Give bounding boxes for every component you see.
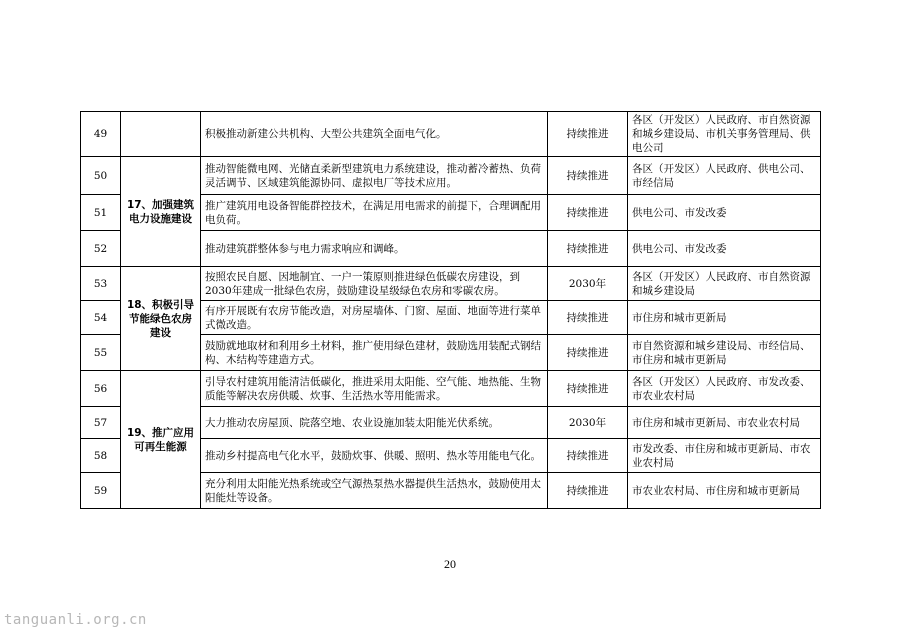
unit-cell: 供电公司、市发改委 (628, 231, 821, 267)
task-cell: 有序开展既有农房节能改造，对房屋墙体、门窗、屋面、地面等进行菜单式微改造。 (201, 301, 548, 335)
time-cell: 持续推进 (548, 439, 628, 473)
row-number: 50 (81, 157, 121, 195)
time-cell: 持续推进 (548, 301, 628, 335)
row-number: 54 (81, 301, 121, 335)
page-number: 20 (444, 557, 456, 571)
unit-cell: 市住房和城市更新局 (628, 301, 821, 335)
time-cell: 持续推进 (548, 195, 628, 231)
category-cell: 17、加强建筑电力设施建设 (121, 157, 201, 267)
row-number: 55 (81, 335, 121, 371)
category-cell-empty (121, 112, 201, 157)
time-cell: 持续推进 (548, 112, 628, 157)
unit-cell: 各区（开发区）人民政府、市自然资源和城乡建设局、市机关事务管理局、供电公司 (628, 112, 821, 157)
task-cell: 推动乡村提高电气化水平，鼓励炊事、供暖、照明、热水等用能电气化。 (201, 439, 548, 473)
time-cell: 持续推进 (548, 335, 628, 371)
task-cell: 推动智能微电网、光储直柔新型建筑电力系统建设，推动蓄冷蓄热、负荷灵活调节、区域建筑能源协同、虚拟电厂等技术应用。 (201, 157, 548, 195)
task-cell: 按照农民自愿、因地制宜、一户一策原则推进绿色低碳农房建设，到2030年建成一批绿色农房，鼓励建设星级绿色农房和零碳农房。 (201, 267, 548, 301)
time-cell: 2030年 (548, 407, 628, 439)
unit-cell: 市住房和城市更新局、市农业农村局 (628, 407, 821, 439)
category-cell: 18、积极引导节能绿色农房建设 (121, 267, 201, 371)
row-number: 59 (81, 473, 121, 509)
task-cell: 推广建筑用电设备智能群控技术，在满足用电需求的前提下，合理调配用电负荷。 (201, 195, 548, 231)
task-cell: 充分利用太阳能光热系统或空气源热泵热水器提供生活热水，鼓励使用太阳能灶等设备。 (201, 473, 548, 509)
table-row (81, 157, 821, 195)
time-cell: 持续推进 (548, 473, 628, 509)
task-cell: 积极推动新建公共机构、大型公共建筑全面电气化。 (201, 112, 548, 157)
watermark: tanguanli.org.cn (4, 612, 147, 628)
task-cell: 推动建筑群整体参与电力需求响应和调峰。 (201, 231, 548, 267)
unit-cell: 各区（开发区）人民政府、市发改委、市农业农村局 (628, 371, 821, 407)
time-cell: 2030年 (548, 267, 628, 301)
time-cell: 持续推进 (548, 231, 628, 267)
row-number: 57 (81, 407, 121, 439)
measures-table (80, 111, 821, 509)
unit-cell: 市自然资源和城乡建设局、市经信局、市住房和城市更新局 (628, 335, 821, 371)
task-cell: 引导农村建筑用能清洁低碳化，推进采用太阳能、空气能、地热能、生物质能等解决农房供暖、炊事、生活热水等用能需求。 (201, 371, 548, 407)
table-row (81, 112, 821, 157)
time-cell: 持续推进 (548, 371, 628, 407)
table-row (81, 371, 821, 407)
unit-cell: 供电公司、市发改委 (628, 195, 821, 231)
row-number: 52 (81, 231, 121, 267)
row-number: 56 (81, 371, 121, 407)
category-cell: 19、推广应用可再生能源 (121, 371, 201, 509)
task-cell: 大力推动农房屋顶、院落空地、农业设施加装太阳能光伏系统。 (201, 407, 548, 439)
unit-cell: 市农业农村局、市住房和城市更新局 (628, 473, 821, 509)
row-number: 51 (81, 195, 121, 231)
table-row (81, 267, 821, 301)
unit-cell: 市发改委、市住房和城市更新局、市农业农村局 (628, 439, 821, 473)
row-number: 49 (81, 112, 121, 157)
row-number: 53 (81, 267, 121, 301)
row-number: 58 (81, 439, 121, 473)
unit-cell: 各区（开发区）人民政府、供电公司、市经信局 (628, 157, 821, 195)
task-cell: 鼓励就地取材和利用乡土材料，推广使用绿色建材，鼓励选用装配式钢结构、木结构等建造方式。 (201, 335, 548, 371)
unit-cell: 各区（开发区）人民政府、市自然资源和城乡建设局 (628, 267, 821, 301)
time-cell: 持续推进 (548, 157, 628, 195)
